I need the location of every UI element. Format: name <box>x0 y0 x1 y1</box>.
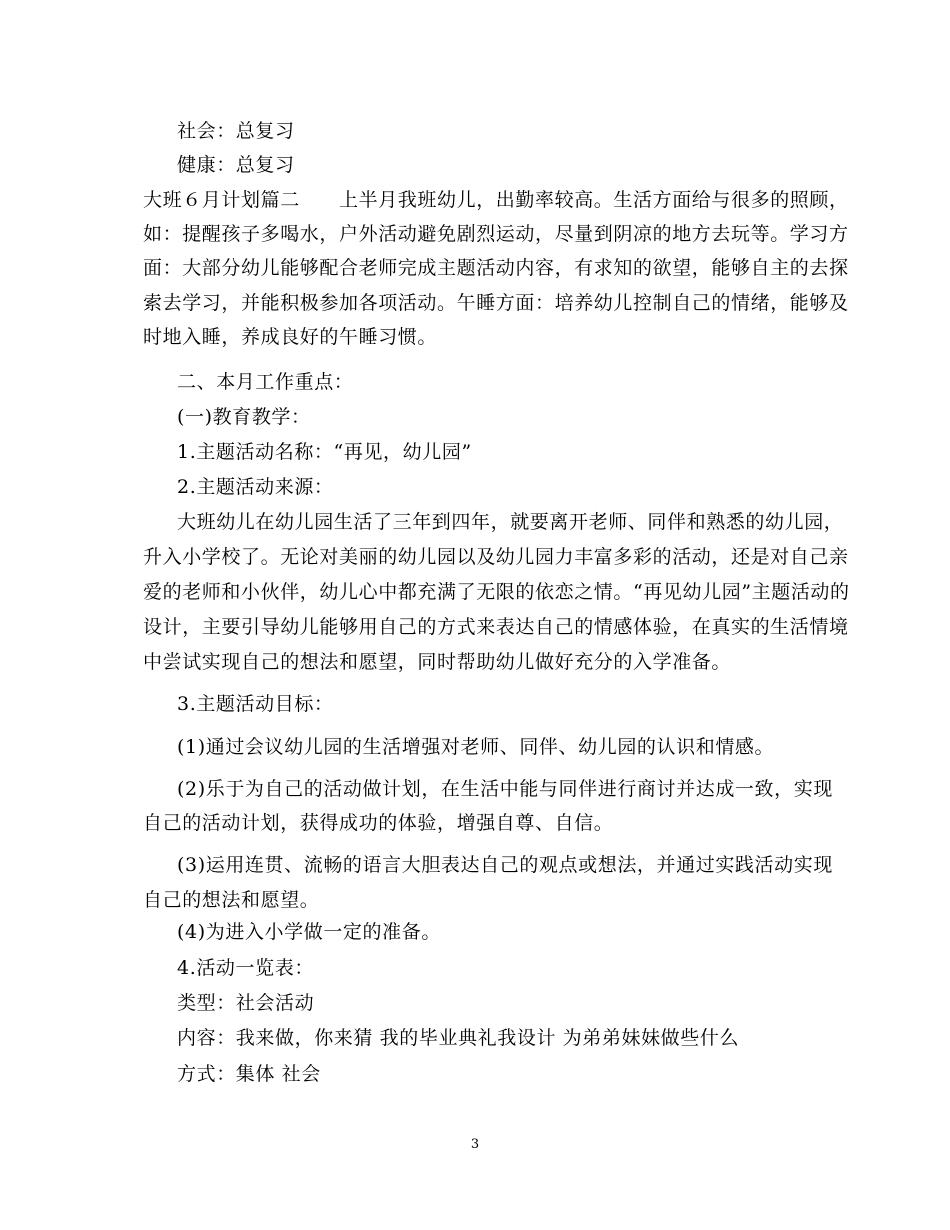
text-line: 健康：总复习 <box>177 154 295 176</box>
text-line: 1.主题活动名称：“再见，幼儿园” <box>177 441 472 463</box>
text-line: (2)乐于为自己的活动做计划，在生活中能与同伴进行商讨并达成一致，实现 <box>177 778 833 800</box>
text-line: 自己的活动计划，获得成功的体验，增强自尊、自信。 <box>143 812 614 834</box>
text-line: 面：大部分幼儿能够配合老师完成主题活动内容，有求知的欲望，能够自主的去探 <box>143 257 849 279</box>
page-number: 3 <box>470 1137 480 1152</box>
text-line: 升入小学校了。无论对美丽的幼儿园以及幼儿园力丰富多彩的活动，还是对自己亲 <box>143 546 849 568</box>
text-line: 如：提醒孩子多喝水，户外活动避免剧烈运动，尽量到阴凉的地方去玩等。学习方 <box>143 223 849 245</box>
text-line: 索去学习，并能积极参加各项活动。午睡方面：培养幼儿控制自己的情绪，能够及 <box>143 292 849 314</box>
text-line: 设计，主要引导幼儿能够用自己的方式来表达自己的情感体验，在真实的生活情境 <box>143 616 849 638</box>
text-line: 时地入睡，养成良好的午睡习惯。 <box>143 326 438 348</box>
text-line: 大班幼儿在幼儿园生活了三年到四年，就要离开老师、同伴和熟悉的幼儿园， <box>177 511 844 533</box>
text-line: (4)为进入小学做一定的准备。 <box>177 921 441 943</box>
text-line: 自己的想法和愿望。 <box>143 889 320 911</box>
subsection-heading: (一)教育教学： <box>177 406 311 428</box>
section-heading: 二、本月工作重点： <box>177 371 354 393</box>
text-line: 大班６月计划篇二 上半月我班幼儿，出勤率较高。生活方面给与很多的照顾， <box>143 189 849 211</box>
text-line: 3.主题活动目标： <box>177 693 334 715</box>
text-line: 方式：集体 社会 <box>177 1063 321 1085</box>
text-line: 社会：总复习 <box>177 120 295 142</box>
text-line: 类型：社会活动 <box>177 992 315 1014</box>
text-line: 4.活动一览表： <box>177 957 314 979</box>
text-line: 爱的老师和小伙伴，幼儿心中都充满了无限的依恋之情。“再见幼儿园”主题活动的 <box>143 581 850 603</box>
text-line: 中尝试实现自己的想法和愿望，同时帮助幼儿做好充分的入学准备。 <box>143 651 732 673</box>
text-line: 内容：我来做，你来猜 我的毕业典礼我设计 为弟弟妹妹做些什么 <box>177 1027 740 1049</box>
text-line: 2.主题活动来源： <box>177 476 334 498</box>
text-line: (1)通过会议幼儿园的生活增强对老师、同伴、幼儿园的认识和情感。 <box>177 736 775 758</box>
text-line: (3)运用连贯、流畅的语言大胆表达自己的观点或想法，并通过实践活动实现 <box>177 854 833 876</box>
